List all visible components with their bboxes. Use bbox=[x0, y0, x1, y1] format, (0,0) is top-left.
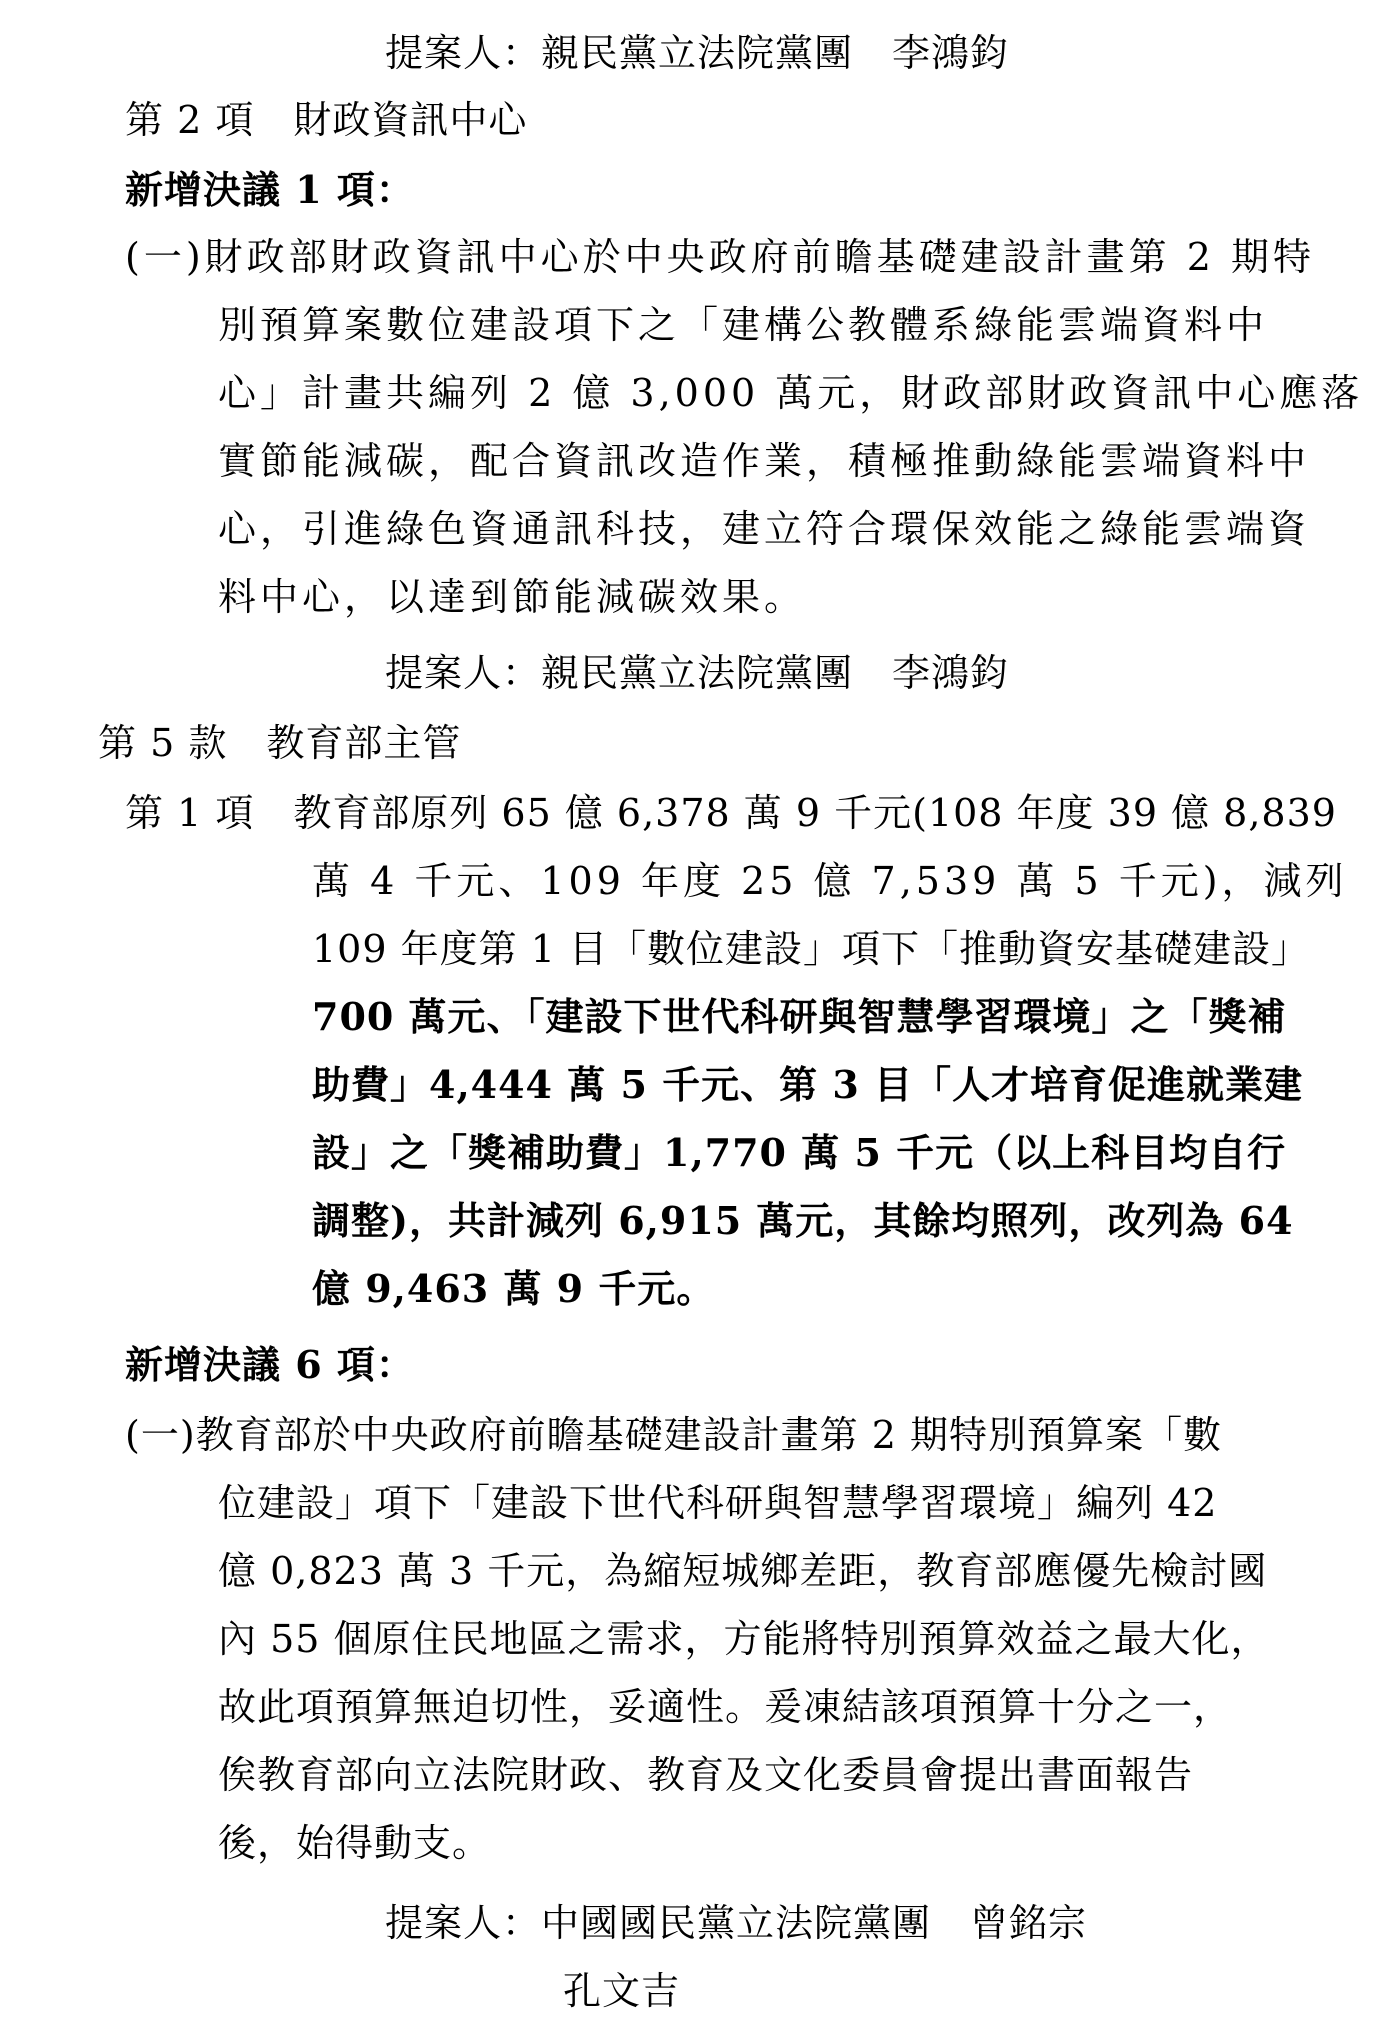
proposer-line: 提案人：親民黨立法院黨團 李鴻鈞 bbox=[385, 651, 1010, 695]
item-line: 萬 4 千元、109 年度 25 億 7,539 萬 5 千元)，減列 bbox=[312, 859, 1348, 903]
resolution-line: 心」計畫共編列 2 億 3,000 萬元，財政部財政資訊中心應落 bbox=[218, 371, 1364, 415]
resolution-line: 心，引進綠色資通訊科技，建立符合環保效能之綠能雲端資 bbox=[218, 507, 1311, 551]
resolution-line: 億 0,823 萬 3 千元，為縮短城鄉差距，教育部應優先檢討國 bbox=[218, 1549, 1268, 1593]
resolution-line: 料中心，以達到節能減碳效果。 bbox=[218, 575, 807, 619]
item-bold-line: 調整)，共計減列 6,915 萬元，其餘均照列，改列為 64 bbox=[312, 1198, 1294, 1243]
item-bold-line: 700 萬元、「建設下世代科研與智慧學習環境」之「獎補 bbox=[312, 994, 1287, 1039]
resolution-line: 位建設」項下「建設下世代科研與智慧學習環境」編列 42 bbox=[218, 1481, 1218, 1525]
proposer-line: 提案人：親民黨立法院黨團 李鴻鈞 bbox=[385, 31, 1010, 75]
cosigner-name: 孔文吉 bbox=[563, 1969, 681, 2013]
item-heading: 第 2 項 財政資訊中心 bbox=[125, 98, 528, 142]
item-bold-line: 助費」4,444 萬 5 千元、第 3 目「人才培育促進就業建 bbox=[312, 1062, 1304, 1107]
resolution-line: 後，始得動支。 bbox=[218, 1821, 492, 1865]
resolution-heading: 新增決議 6 項： bbox=[125, 1342, 415, 1387]
resolution-line: (一)教育部於中央政府前瞻基礎建設計畫第 2 期特別預算案「數 bbox=[125, 1413, 1222, 1457]
section-heading: 第 5 款 教育部主管 bbox=[98, 721, 462, 765]
resolution-line: (一)財政部財政資訊中心於中央政府前瞻基礎建設計畫第 2 期特 bbox=[125, 235, 1315, 279]
resolution-line: 故此項預算無迫切性，妥適性。爰凍結該項預算十分之一， bbox=[218, 1685, 1233, 1729]
item-bold-line: 設」之「獎補助費」1,770 萬 5 千元（以上科目均自行 bbox=[312, 1130, 1287, 1175]
item-bold-line: 億 9,463 萬 9 千元。 bbox=[312, 1266, 716, 1311]
resolution-heading: 新增決議 1 項： bbox=[125, 167, 415, 212]
resolution-line: 實節能減碳，配合資訊改造作業，積極推動綠能雲端資料中 bbox=[218, 439, 1311, 483]
item-line: 109 年度第 1 目「數位建設」項下「推動資安基礎建設」 bbox=[312, 927, 1310, 971]
proposer-line: 提案人：中國國民黨立法院黨團 曾銘宗 bbox=[385, 1901, 1088, 1945]
item-line: 第 1 項 教育部原列 65 億 6,378 萬 9 千元(108 年度 39 億 8,839 bbox=[125, 791, 1337, 835]
resolution-line: 俟教育部向立法院財政、教育及文化委員會提出書面報告 bbox=[218, 1753, 1194, 1797]
resolution-line: 內 55 個原住民地區之需求，方能將特別預算效益之最大化， bbox=[218, 1617, 1270, 1661]
resolution-line: 別預算案數位建設項下之「建構公教體系綠能雲端資料中 bbox=[218, 303, 1269, 347]
